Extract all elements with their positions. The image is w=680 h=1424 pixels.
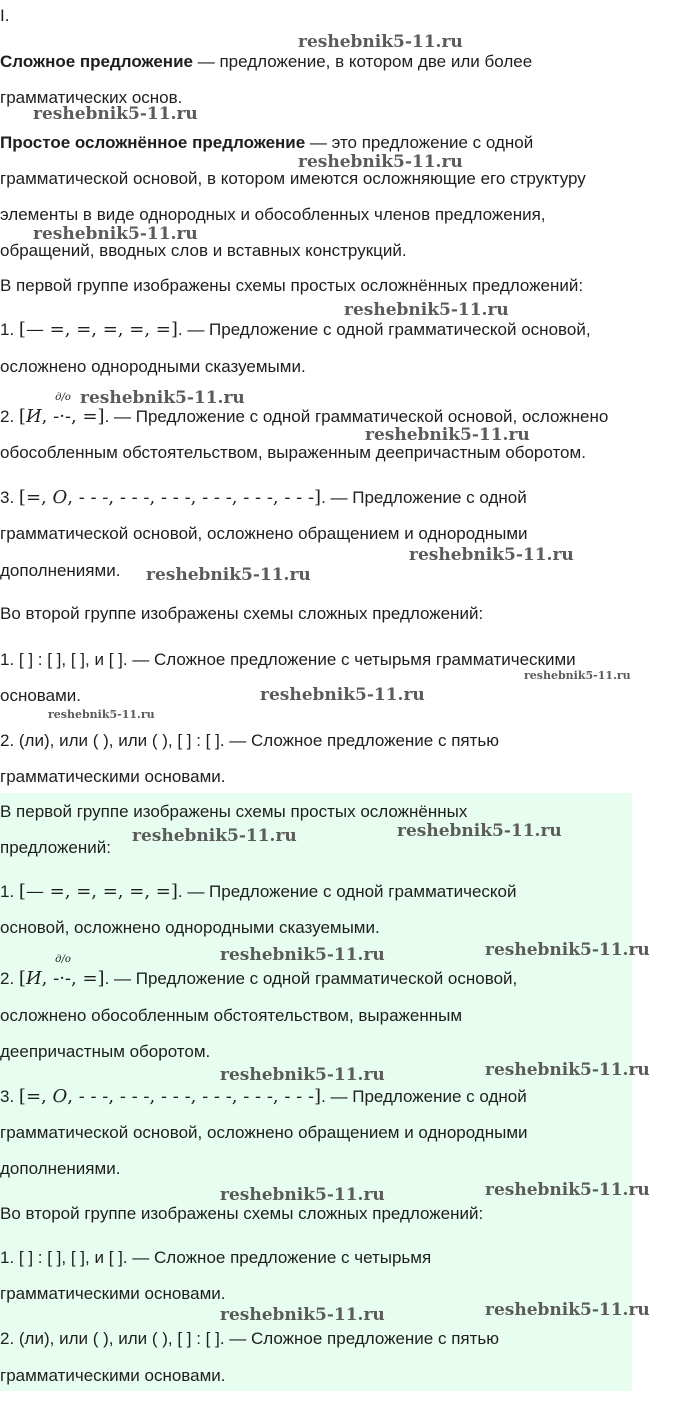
scheme-item-3-cont: дополнениями. bbox=[0, 1159, 121, 1178]
watermark: reshebnik5-11.ru bbox=[33, 224, 198, 244]
watermark: reshebnik5-11.ru bbox=[146, 565, 311, 585]
watermark: reshebnik5-11.ru bbox=[485, 1300, 650, 1320]
scheme-item-3-cont: дополнениями. bbox=[0, 561, 121, 580]
watermark: reshebnik5-11.ru bbox=[80, 388, 245, 408]
group2-intro: Во второй группе изображены схемы сложных предложений: bbox=[0, 604, 484, 623]
watermark: reshebnik5-11.ru bbox=[260, 685, 425, 705]
watermark: reshebnik5-11.ru bbox=[33, 104, 198, 124]
scheme-item-3-cont: грамматической основой, осложнено обращением и однородными bbox=[0, 1123, 528, 1142]
complex-scheme-1: 1. [ ] : [ ], [ ], и [ ]. — Сложное предложение с четырьмя грамматическими bbox=[0, 650, 576, 669]
scheme-item-2-cont: деепричастным оборотом. bbox=[0, 1042, 211, 1061]
scheme-item-3-cont: грамматической основой, осложнено обращением и однородными bbox=[0, 524, 528, 543]
scheme-item-1-cont: осложнено однородными сказуемыми. bbox=[0, 357, 306, 376]
definition-text: обращений, вводных слов и вставных конструкций. bbox=[0, 241, 407, 260]
definition-text: грамматической основой, в котором имеются осложняющие его структуру bbox=[0, 169, 586, 188]
watermark: reshebnik5-11.ru bbox=[524, 669, 631, 682]
scheme-item-1: 1. [— =, =, =, =, =]. — Предложение с одной грамматической основой, bbox=[0, 319, 591, 340]
watermark: reshebnik5-11.ru bbox=[344, 300, 509, 320]
watermark: reshebnik5-11.ru bbox=[220, 945, 385, 965]
definition-complex-sentence: Сложное предложение — предложение, в котором две или более bbox=[0, 52, 533, 71]
definition-simple-complicated: Простое осложнённое предложение — это предложение с одной bbox=[0, 133, 534, 152]
watermark: reshebnik5-11.ru bbox=[220, 1305, 385, 1325]
watermark: reshebnik5-11.ru bbox=[298, 32, 463, 52]
group2-intro: Во второй группе изображены схемы сложных предложений: bbox=[0, 1204, 484, 1223]
watermark: reshebnik5-11.ru bbox=[132, 826, 297, 846]
complex-scheme-2-cont: грамматическими основами. bbox=[0, 767, 226, 786]
scheme-item-2-cont: осложнено обособленным обстоятельством, выраженным bbox=[0, 1006, 463, 1025]
complex-scheme-1-cont: основами. bbox=[0, 686, 81, 705]
scheme-item-1: 1. [— =, =, =, =, =]. — Предложение с одной грамматической bbox=[0, 881, 517, 902]
scheme-item-3: 3. [=, О, - - -, - - -, - - -, - - -, - - -, - - -]. — Предложение с одной bbox=[0, 1086, 527, 1107]
watermark: reshebnik5-11.ru bbox=[397, 821, 562, 841]
complex-scheme-2: 2. (ли), или ( ), или ( ), [ ] : [ ]. — Сложное предложение с пятью bbox=[0, 1329, 500, 1348]
section-numeral: I. bbox=[0, 6, 10, 25]
watermark: reshebnik5-11.ru bbox=[365, 425, 530, 445]
group1-intro: В первой группе изображены схемы простых осложнённых bbox=[0, 802, 468, 821]
group1-intro: В первой группе изображены схемы простых осложнённых предложений: bbox=[0, 276, 584, 295]
watermark: reshebnik5-11.ru bbox=[220, 1065, 385, 1085]
watermark: reshebnik5-11.ru bbox=[485, 940, 650, 960]
watermark: reshebnik5-11.ru bbox=[409, 545, 574, 565]
scheme-item-3: 3. [=, О, - - -, - - -, - - -, - - -, - - -, - - -]. — Предложение с одной bbox=[0, 487, 527, 508]
complex-scheme-1: 1. [ ] : [ ], [ ], и [ ]. — Сложное предложение с четырьмя bbox=[0, 1248, 432, 1267]
watermark: reshebnik5-11.ru bbox=[485, 1180, 650, 1200]
watermark: reshebnik5-11.ru bbox=[485, 1060, 650, 1080]
group1-intro-cont: предложений: bbox=[0, 838, 111, 857]
complex-scheme-2: 2. (ли), или ( ), или ( ), [ ] : [ ]. — Сложное предложение с пятью bbox=[0, 731, 500, 750]
definition-text: элементы в виде однородных и обособленных членов предложения, bbox=[0, 205, 546, 224]
scheme-item-2: 2. [И, д/о -·-, =]. — Предложение с одной грамматической основой, bbox=[0, 954, 518, 989]
complex-scheme-2-cont: грамматическими основами. bbox=[0, 1366, 226, 1385]
watermark: reshebnik5-11.ru bbox=[298, 152, 463, 172]
scheme-item-2: 2. [И, д/о -·-, =]. — Предложение с одной грамматической основой, осложнено bbox=[0, 392, 609, 427]
watermark: reshebnik5-11.ru bbox=[48, 708, 155, 721]
complex-scheme-1-cont: грамматическими основами. bbox=[0, 1284, 226, 1303]
scheme-item-2-cont: обособленным обстоятельством, выраженным деепричастным оборотом. bbox=[0, 443, 586, 462]
definition-text: грамматических основ. bbox=[0, 88, 183, 107]
watermark: reshebnik5-11.ru bbox=[220, 1185, 385, 1205]
scheme-item-1-cont: основой, осложнено однородными сказуемыми. bbox=[0, 918, 380, 937]
